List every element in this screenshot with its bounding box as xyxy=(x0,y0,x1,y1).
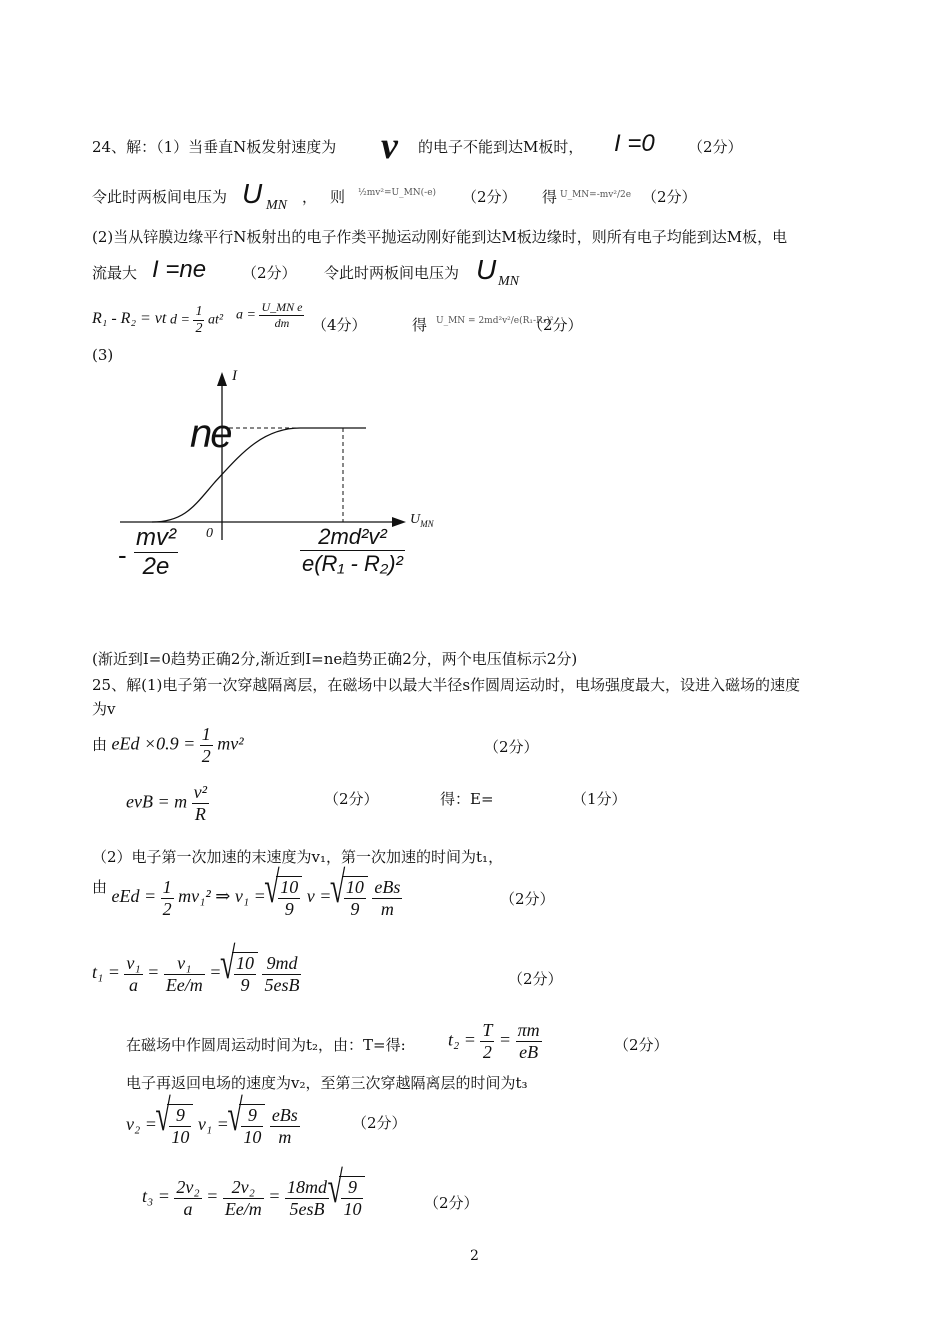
part3-label: (3) xyxy=(92,346,114,364)
origin-label: 0 xyxy=(206,526,213,541)
part2-line2: 流最大 xyxy=(92,264,138,282)
u-subscript: MN xyxy=(498,274,519,289)
score: （2分） xyxy=(500,890,555,908)
u-symbol: U xyxy=(242,178,263,209)
iv-curve xyxy=(152,428,366,522)
get-text: 得 xyxy=(542,188,558,206)
score: （2分） xyxy=(642,188,697,206)
q24-line1-text-b: 的电子不能到达M板时， xyxy=(418,138,584,156)
q24-line1-text: 24、解：（1）当垂直N板发射速度为 xyxy=(92,138,337,156)
then-text: 则 xyxy=(330,188,346,206)
neg-sign: - xyxy=(118,540,127,570)
umn-equation: U_MN=-mv²/2e xyxy=(560,190,632,200)
radius-equation: R₁ - R₂ = vt xyxy=(92,310,167,327)
v-symbol: v xyxy=(381,125,398,167)
score: （4分） xyxy=(312,316,367,334)
x-axis-label: $U_{MN}$ xyxy=(410,512,434,529)
equation-3: $^由$ eEd = $\frac{1}{2}$ mv₁² ⇒ v₁ = √ $\frac{10}{9}$ v = √ $\frac{10}{9}$ $\frac{\text{eBs}}{m}$ xyxy=(92,876,402,920)
y-axis-label: I xyxy=(232,368,237,384)
part2-line1: (2)当从锌膜边缘平行N板射出的电子作类平抛运动刚好能到达M板边缘时，则所有电子均能到达M板，电 xyxy=(92,228,788,246)
q25-part2: （2）电子第一次加速的末速度为v₁，第一次加速的时间为t₁， xyxy=(92,848,504,866)
d-equation: d = $\frac{1}{2}$ at² xyxy=(170,304,224,336)
score: （2分） xyxy=(688,138,743,156)
score: （2分） xyxy=(424,1194,479,1212)
score: （2分） xyxy=(484,738,539,756)
score: （2分） xyxy=(528,316,583,334)
score: （2分） xyxy=(352,1114,407,1132)
equation-1: 由 eEd ×0.9 = $\frac{1}{2}$ mv² xyxy=(92,724,244,766)
get-text: 得 xyxy=(412,316,428,334)
comma: ， xyxy=(302,188,318,206)
q24-line2-text: 令此时两板间电压为 xyxy=(92,188,228,206)
energy-equation: ½mv²=U_MN(-e) xyxy=(358,188,437,198)
score: （2分） xyxy=(508,970,563,988)
u-subscript: MN xyxy=(266,198,287,213)
y-axis-arrow xyxy=(217,372,227,386)
scoring-note: (渐近到I=0趋势正确2分,渐近到I=ne趋势正确2分，两个电压值标示2分) xyxy=(92,650,578,668)
equation-4: t₁ = $\frac{\text{v₁}}{a}$ = $\frac{\text{v₁}}{Ee/m}$ = √ $\frac{10}{9}$ $\frac{9md}{\text{5esB}}$ xyxy=(92,952,301,996)
current-zero: I =0 xyxy=(614,130,655,157)
circular-motion-text: 在磁场中作圆周运动时间为t₂，由：T=得: xyxy=(126,1036,406,1054)
q25-intro-line1: 25、解(1)电子第一次穿越隔离层，在磁场中以最大半径s作圆周运动时，电场强度最大，设进入磁场的速度 xyxy=(92,676,801,694)
score: （2分） xyxy=(324,790,379,808)
u-symbol: U xyxy=(476,254,497,285)
score: （2分） xyxy=(462,188,517,206)
equation-6: v₂ = √ $\frac{9}{10}$ v₁ = √ $\frac{9}{10}$ $\frac{\text{eBs}}{m}$ xyxy=(126,1104,300,1148)
current-max: I =ne xyxy=(152,256,207,283)
a-equation: a = $\frac{\text{U\_MN e}}{dm}$ xyxy=(236,300,303,330)
q25-intro-line2: 为v xyxy=(92,700,116,718)
pos-voltage-label: $\frac{\text{2md²v²}}{\text{e(R₁ - R₂)²}}$ xyxy=(302,524,403,576)
neg-voltage-label: $\frac{\text{mv²}}{2e}$ xyxy=(136,524,176,580)
equation-5: t₂ = $\frac{T}{2}$ = $\frac{\pi m}{eB}$ xyxy=(448,1020,540,1062)
score: （2分） xyxy=(614,1036,669,1054)
part2-let-text: 令此时两板间电压为 xyxy=(324,264,460,282)
ne-label: ne xyxy=(190,412,231,456)
equation-2: evB = m $\frac{\text{v²}}{R}$ xyxy=(126,782,208,824)
page-number: 2 xyxy=(470,1248,479,1264)
return-text: 电子再返回电场的速度为v₂，至第三次穿越隔离层的时间为t₃ xyxy=(126,1074,528,1092)
score: （1分） xyxy=(572,790,627,808)
score: （2分） xyxy=(242,264,297,282)
result-equation: U_MN = 2md²v²/e(R₁-R₂)² xyxy=(436,316,554,326)
get-e-text: 得：E= xyxy=(440,790,494,808)
equation-7: t₃ = $\frac{\text{2v₂}}{a}$ = $\frac{\text{2v₂}}{Ee/m}$ = $\frac{18md}{\text{5esB}}$ √ $\frac{9}{10}$ xyxy=(142,1176,365,1220)
